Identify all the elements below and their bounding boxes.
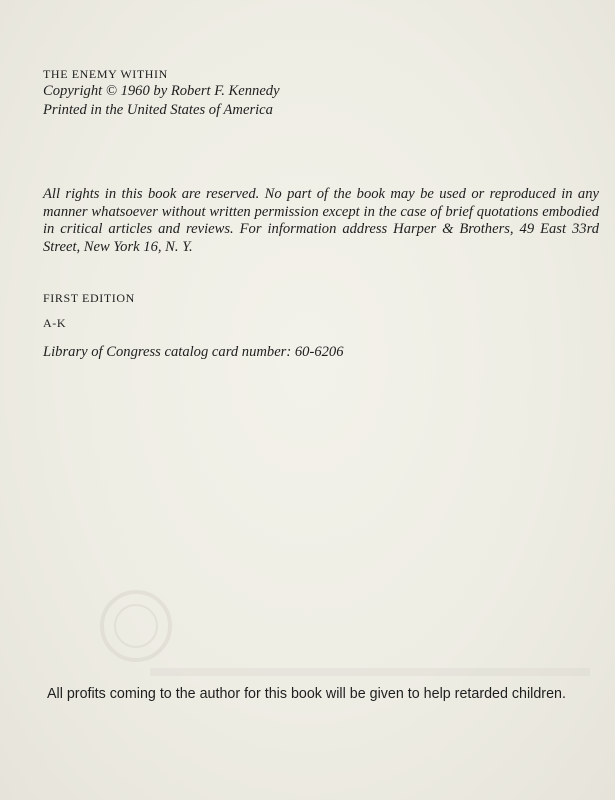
rights-notice: All rights in this book are reserved. No part of the book may be used or reproduced in any manner whatsoever without written permission except in the case of brief quotations embodied in critical articles and reviews. For information address Harper & Brothers, 49 East 33rd Street, New York 16, N. Y. — [43, 186, 599, 255]
printed-in-line: Printed in the United States of America — [43, 102, 273, 118]
catalog-number: Library of Congress catalog card number: 60-6206 — [43, 344, 344, 360]
printing-code: A-K — [43, 316, 67, 330]
reverse-page-show-through-rule — [150, 668, 590, 676]
book-title: THE ENEMY WITHIN — [43, 67, 168, 81]
publisher-seal-show-through-icon — [100, 590, 172, 662]
edition-label: FIRST EDITION — [43, 291, 135, 305]
profits-note: All profits coming to the author for this book will be given to help retarded children. — [47, 686, 566, 702]
copyright-line: Copyright © 1960 by Robert F. Kennedy — [43, 83, 280, 99]
